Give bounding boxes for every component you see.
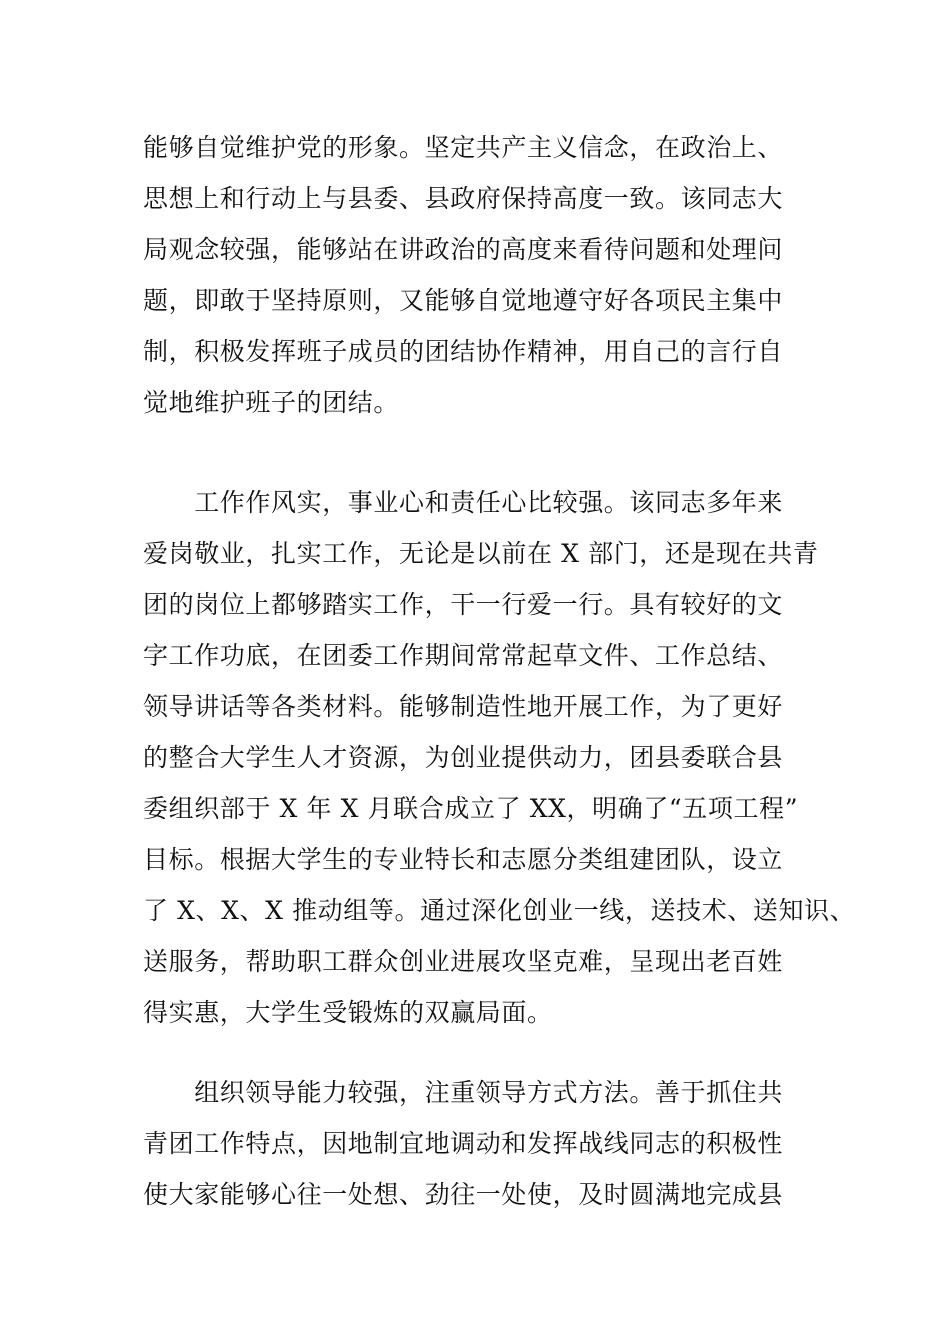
text-line: 得实惠，大学生受锻炼的双赢局面。	[143, 998, 553, 1027]
text-line: 觉地维护班子的团结。	[143, 388, 400, 417]
text-line: 能够自觉维护党的形象。坚定共产主义信念，在政治上、	[143, 133, 784, 162]
text-line: 目标。根据大学生的专业特长和志愿分类组建团队，设立	[143, 845, 784, 874]
text-line: 团的岗位上都够踏实工作，干一行爱一行。具有较好的文	[143, 590, 784, 619]
text-line: 使大家能够心往一处想、劲往一处使，及时圆满地完成县	[143, 1180, 784, 1209]
text-line: 工作作风实，事业心和责任心比较强。该同志多年来	[143, 488, 784, 517]
text-line: 组织领导能力较强，注重领导方式方法。善于抓住共	[143, 1078, 784, 1107]
text-line: 爱岗敬业，扎实工作，无论是以前在 X 部门，还是现在共青	[143, 539, 819, 568]
text-line: 思想上和行动上与县委、县政府保持高度一致。该同志大	[143, 184, 784, 213]
text-line: 了 X、X、X 推动组等。通过深化创业一线，送技术、送知识、	[143, 896, 856, 925]
text-line: 青团工作特点，因地制宜地调动和发挥战线同志的积极性	[143, 1129, 784, 1158]
paragraph-leadership	[143, 1067, 823, 1220]
text-line: 送服务，帮助职工群众创业进展攻坚克难，呈现出老百姓	[143, 947, 784, 976]
paragraph-political-integrity	[143, 122, 823, 428]
text-line: 的整合大学生人才资源，为创业提供动力，团县委联合县	[143, 743, 784, 772]
text-line: 委组织部于 X 年 X 月联合成立了 XX，明确了“五项工程”	[143, 794, 799, 823]
text-line: 制，积极发挥班子成员的团结协作精神，用自己的言行自	[143, 337, 784, 366]
text-line: 字工作功底，在团委工作期间常常起草文件、工作总结、	[143, 641, 784, 670]
text-line: 题，即敢于坚持原则，又能够自觉地遵守好各项民主集中	[143, 286, 784, 315]
text-line: 领导讲话等各类材料。能够制造性地开展工作，为了更好	[143, 692, 784, 721]
paragraph-work-style	[143, 477, 856, 1038]
text-line: 局观念较强，能够站在讲政治的高度来看待问题和处理问	[143, 235, 784, 264]
